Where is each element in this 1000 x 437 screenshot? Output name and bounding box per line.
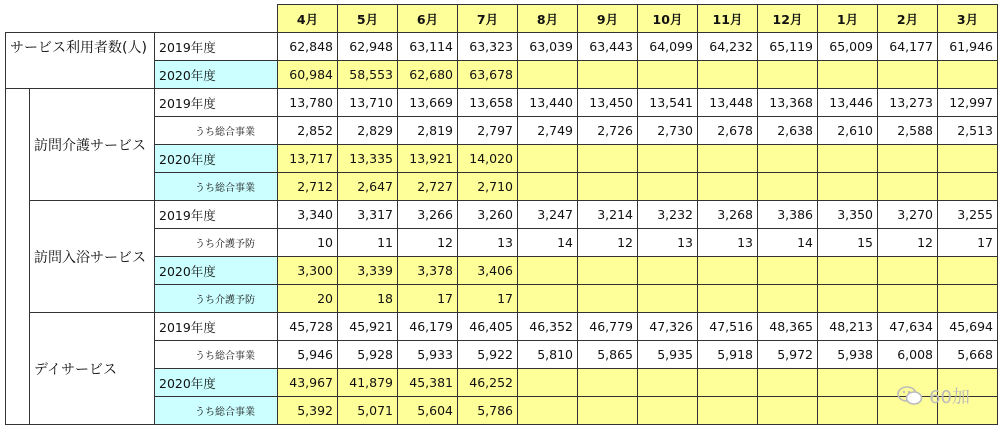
value-cell [518,369,578,397]
value-cell: 2,829 [338,117,398,145]
year-label: 2020年度 [155,369,278,397]
value-cell: 3,268 [698,201,758,229]
year-label: 2020年度 [155,61,278,89]
value-cell: 5,933 [398,341,458,369]
value-cell [818,369,878,397]
value-cell: 3,214 [578,201,638,229]
value-cell: 63,114 [398,33,458,61]
value-cell: 13,710 [338,89,398,117]
value-cell [578,285,638,313]
value-cell: 5,928 [338,341,398,369]
table-row [6,117,998,145]
sub-label: うち総合事業 [155,173,278,201]
year-label: 2019年度 [155,33,278,61]
value-cell [878,257,938,285]
value-cell [638,369,698,397]
value-cell [758,369,818,397]
value-cell: 64,099 [638,33,698,61]
value-cell: 3,317 [338,201,398,229]
value-cell: 12 [878,229,938,257]
wechat-icon [897,386,923,406]
value-cell: 2,678 [698,117,758,145]
value-cell: 64,177 [878,33,938,61]
value-cell: 15 [818,229,878,257]
value-cell: 2,647 [338,173,398,201]
value-cell [518,173,578,201]
value-cell: 62,680 [398,61,458,89]
value-cell: 2,852 [278,117,338,145]
value-cell: 47,326 [638,313,698,341]
value-cell [818,257,878,285]
month-header: 9月 [578,5,638,33]
value-cell: 58,553 [338,61,398,89]
value-cell [698,397,758,425]
value-cell: 13,717 [278,145,338,173]
value-cell: 3,260 [458,201,518,229]
value-cell: 5,918 [698,341,758,369]
month-header: 5月 [338,5,398,33]
table-row [6,145,998,173]
value-cell: 64,232 [698,33,758,61]
value-cell: 14 [518,229,578,257]
value-cell: 12 [578,229,638,257]
value-cell [578,257,638,285]
table-row [6,285,998,313]
value-cell: 45,728 [278,313,338,341]
table-row [6,397,998,425]
table-row [6,313,998,341]
value-cell: 43,967 [278,369,338,397]
value-cell: 63,443 [578,33,638,61]
value-cell: 5,865 [578,341,638,369]
value-cell [758,61,818,89]
value-cell: 13,541 [638,89,698,117]
value-cell: 2,727 [398,173,458,201]
value-cell: 3,339 [338,257,398,285]
table-row [6,89,998,117]
table-row [6,201,998,229]
indent-cell [6,89,30,425]
watermark-text: 60加 [929,387,970,408]
value-cell: 5,922 [458,341,518,369]
year-label: 2020年度 [155,145,278,173]
value-cell [518,145,578,173]
value-cell: 13,368 [758,89,818,117]
month-header: 7月 [458,5,518,33]
value-cell [638,173,698,201]
table-row [6,33,998,61]
value-cell: 6,008 [878,341,938,369]
value-cell: 47,516 [698,313,758,341]
year-label: 2019年度 [155,201,278,229]
row-category-label: サービス利用者数(人) [6,33,155,89]
value-cell [938,173,998,201]
value-cell [878,285,938,313]
value-cell: 2,513 [938,117,998,145]
month-header: 10月 [638,5,698,33]
value-cell: 13,780 [278,89,338,117]
value-cell [698,61,758,89]
value-cell: 61,946 [938,33,998,61]
month-header: 12月 [758,5,818,33]
value-cell: 3,255 [938,201,998,229]
corner-cell [6,5,278,33]
service-category-label: デイサービス [30,313,155,425]
month-header: 8月 [518,5,578,33]
table-row [6,341,998,369]
value-cell [818,173,878,201]
value-cell [578,61,638,89]
value-cell: 60,984 [278,61,338,89]
value-cell: 13 [638,229,698,257]
value-cell [578,173,638,201]
value-cell: 2,726 [578,117,638,145]
value-cell: 45,381 [398,369,458,397]
value-cell: 63,678 [458,61,518,89]
value-cell: 2,749 [518,117,578,145]
service-category-label: 訪問介護サービス [30,89,155,201]
value-cell [518,257,578,285]
value-cell: 5,071 [338,397,398,425]
value-cell [758,145,818,173]
value-cell [638,257,698,285]
month-header: 11月 [698,5,758,33]
value-cell: 13,450 [578,89,638,117]
value-cell: 3,350 [818,201,878,229]
table-row [6,173,998,201]
value-cell [698,369,758,397]
value-cell: 14 [758,229,818,257]
value-cell [818,145,878,173]
watermark [897,383,970,409]
table-row [6,369,998,397]
value-cell: 65,119 [758,33,818,61]
value-cell: 3,270 [878,201,938,229]
month-header: 4月 [278,5,338,33]
value-cell: 3,247 [518,201,578,229]
sub-label: うち総合事業 [155,117,278,145]
value-cell: 5,946 [278,341,338,369]
value-cell: 62,948 [338,33,398,61]
value-cell: 3,406 [458,257,518,285]
value-cell [518,397,578,425]
value-cell [758,257,818,285]
value-cell: 2,638 [758,117,818,145]
value-cell [878,173,938,201]
value-cell [518,285,578,313]
table-row [6,257,998,285]
sub-label: うち介護予防 [155,285,278,313]
value-cell: 13,921 [398,145,458,173]
value-cell [878,61,938,89]
value-cell: 2,797 [458,117,518,145]
year-label: 2019年度 [155,313,278,341]
value-cell [638,397,698,425]
value-cell: 5,668 [938,341,998,369]
value-cell [818,397,878,425]
value-cell: 13,448 [698,89,758,117]
value-cell: 13,273 [878,89,938,117]
value-cell: 13 [698,229,758,257]
value-cell: 2,610 [818,117,878,145]
value-cell: 5,938 [818,341,878,369]
month-header: 1月 [818,5,878,33]
value-cell: 13,669 [398,89,458,117]
value-cell [578,145,638,173]
value-cell: 13 [458,229,518,257]
value-cell: 5,392 [278,397,338,425]
value-cell: 17 [938,229,998,257]
value-cell: 12 [398,229,458,257]
value-cell: 18 [338,285,398,313]
value-cell: 11 [338,229,398,257]
value-cell [638,145,698,173]
value-cell: 3,266 [398,201,458,229]
value-cell: 46,405 [458,313,518,341]
value-cell: 41,879 [338,369,398,397]
value-cell: 3,378 [398,257,458,285]
value-cell [938,145,998,173]
value-cell [698,145,758,173]
value-cell: 63,323 [458,33,518,61]
value-cell [938,285,998,313]
header-row [6,5,998,33]
value-cell: 3,386 [758,201,818,229]
value-cell: 62,848 [278,33,338,61]
value-cell: 45,694 [938,313,998,341]
value-cell: 2,730 [638,117,698,145]
value-cell: 13,335 [338,145,398,173]
value-cell [698,257,758,285]
value-cell [758,285,818,313]
value-cell: 47,634 [878,313,938,341]
sub-label: うち総合事業 [155,341,278,369]
table-row [6,61,998,89]
value-cell [698,285,758,313]
value-cell: 3,232 [638,201,698,229]
value-cell: 2,588 [878,117,938,145]
value-cell: 13,440 [518,89,578,117]
value-cell [818,61,878,89]
value-cell: 46,179 [398,313,458,341]
value-cell: 63,039 [518,33,578,61]
value-cell: 10 [278,229,338,257]
month-header: 3月 [938,5,998,33]
value-cell [518,61,578,89]
sub-label: うち総合事業 [155,397,278,425]
year-label: 2019年度 [155,89,278,117]
value-cell: 5,604 [398,397,458,425]
value-cell: 5,972 [758,341,818,369]
value-cell: 3,340 [278,201,338,229]
value-cell: 5,786 [458,397,518,425]
table-row [6,229,998,257]
value-cell: 13,446 [818,89,878,117]
value-cell: 2,819 [398,117,458,145]
value-cell [938,257,998,285]
year-label: 2020年度 [155,257,278,285]
value-cell [638,61,698,89]
sub-label: うち介護予防 [155,229,278,257]
value-cell: 5,935 [638,341,698,369]
month-header: 6月 [398,5,458,33]
value-cell: 17 [458,285,518,313]
value-cell: 17 [398,285,458,313]
value-cell: 12,997 [938,89,998,117]
value-cell: 3,300 [278,257,338,285]
service-category-label: 訪問入浴サービス [30,201,155,313]
value-cell [818,285,878,313]
value-cell [758,173,818,201]
value-cell [578,397,638,425]
value-cell [878,145,938,173]
value-cell: 2,710 [458,173,518,201]
value-cell: 46,779 [578,313,638,341]
month-header: 2月 [878,5,938,33]
value-cell [938,61,998,89]
value-cell: 45,921 [338,313,398,341]
data-table [5,4,998,425]
value-cell: 48,213 [818,313,878,341]
value-cell: 13,658 [458,89,518,117]
value-cell: 5,810 [518,341,578,369]
value-cell: 48,365 [758,313,818,341]
value-cell: 65,009 [818,33,878,61]
value-cell: 2,712 [278,173,338,201]
value-cell [698,173,758,201]
value-cell [638,285,698,313]
value-cell: 20 [278,285,338,313]
value-cell [578,369,638,397]
value-cell [758,397,818,425]
value-cell: 14,020 [458,145,518,173]
value-cell: 46,252 [458,369,518,397]
value-cell: 46,352 [518,313,578,341]
